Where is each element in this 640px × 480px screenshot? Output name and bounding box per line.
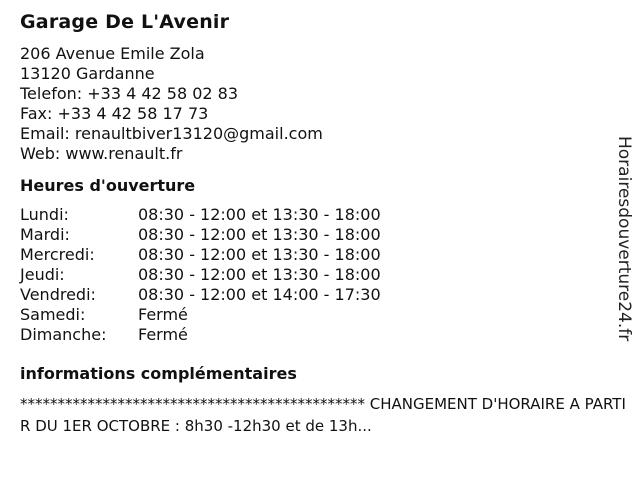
hours-heading: Heures d'ouverture [20,176,196,195]
hours-time: 08:30 - 12:00 et 13:30 - 18:00 [138,225,381,244]
hours-row-samedi [20,305,620,325]
hours-time: 08:30 - 12:00 et 13:30 - 18:00 [138,245,381,264]
watermark: Horairesdouverture24.fr [614,136,634,342]
hours-time: 08:30 - 12:00 et 13:30 - 18:00 [138,205,381,224]
hours-row-vendredi [20,285,620,305]
hours-row-jeudi [20,265,620,285]
hours-day: Vendredi: [20,285,96,304]
address-line-2: 13120 Gardanne [20,64,155,83]
hours-day: Jeudi: [20,265,65,284]
hours-row-mardi [20,225,620,245]
hours-day: Mardi: [20,225,70,244]
email-line: Email: renaultbiver13120@gmail.com [20,124,323,143]
address-line-1: 206 Avenue Emile Zola [20,44,205,63]
hours-day: Dimanche: [20,325,107,344]
hours-time: Fermé [138,325,188,344]
hours-time: 08:30 - 12:00 et 14:00 - 17:30 [138,285,381,304]
hours-day: Lundi: [20,205,69,224]
hours-row-mercredi [20,245,620,265]
web-line: Web: www.renault.fr [20,144,183,163]
hours-day: Mercredi: [20,245,95,264]
info-heading: informations complémentaires [20,364,297,383]
hours-table [20,205,620,345]
hours-row-dimanche [20,325,620,345]
fax-line: Fax: +33 4 42 58 17 73 [20,104,209,123]
telefon-line: Telefon: +33 4 42 58 02 83 [20,84,239,103]
hours-day: Samedi: [20,305,86,324]
hours-time: 08:30 - 12:00 et 13:30 - 18:00 [138,265,381,284]
hours-time: Fermé [138,305,188,324]
info-text: ********************************************** CHANGEMENT D'HORAIRE A PARTIR DU 1ER OCTOBRE : 8h30 -12h30 et de 13h... [20,395,626,435]
business-name: Garage De L'Avenir [20,11,230,33]
hours-row-lundi [20,205,620,225]
